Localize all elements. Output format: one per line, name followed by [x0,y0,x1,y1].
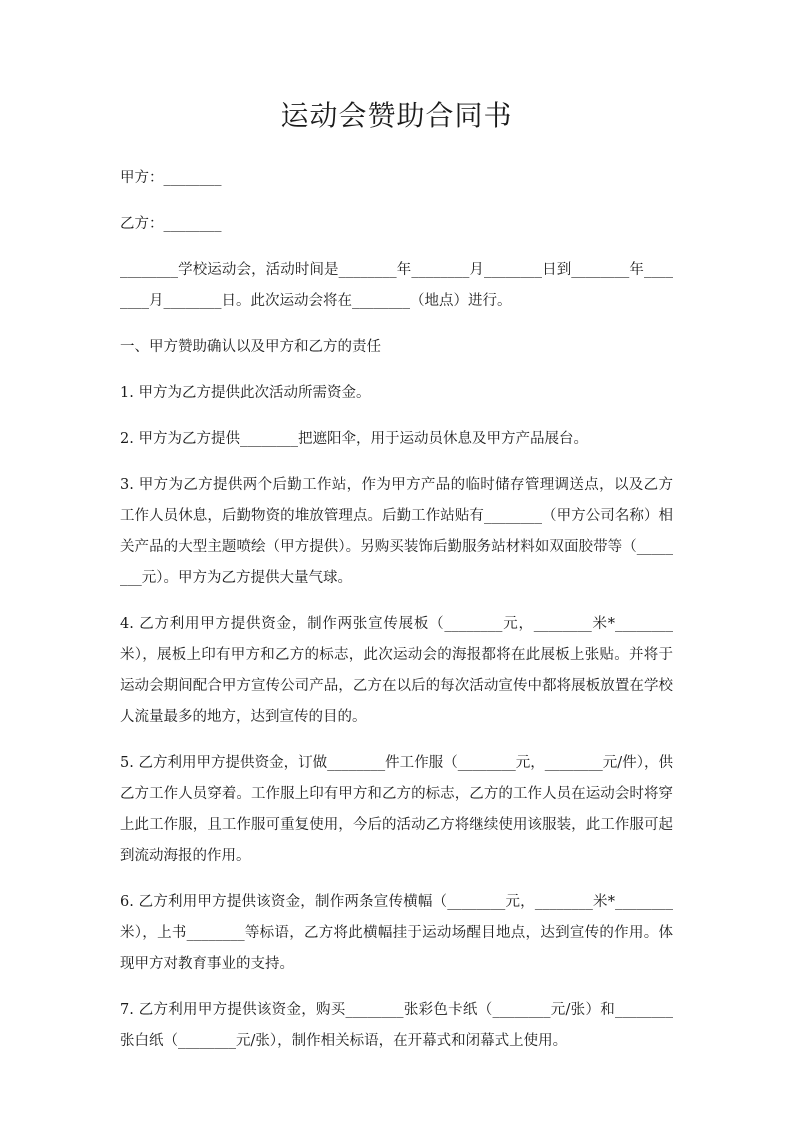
party-a-line: 甲方：________ [120,170,222,186]
clause-item-1: 1. 甲方为乙方提供此次活动所需资金。 [120,385,371,401]
clause-item-2: 2. 甲方为乙方提供________把遮阳伞，用于运动员休息及甲方产品展台。 [120,431,588,447]
party-b-line: 乙方：________ [120,216,222,232]
clause-item-7: 7. 乙方利用甲方提供该资金，购买________张彩色卡纸（________元/张）和________张白纸（________元/张），制作相关标语，在开幕式和闭幕式上使用。 [120,1002,673,1049]
clause-item-5: 5. 乙方利用甲方提供资金，订做________件工作服（________元，________元/件），供乙方工作人员穿着。工作服上印有甲方和乙方的标志，乙方的工作人员在运动会时将穿上此工作服，且工作服可重复使用，今后的活动乙方将继续使用该服装，此工作服可起到流动海报的作用。 [120,755,673,864]
document-title: 运动会赞助合同书 [280,99,513,132]
document-body [120,163,673,1072]
clause-item-4: 4. 乙方利用甲方提供资金，制作两张宣传展板（________元，________米*________米），展板上印有甲方和乙方的标志，此次运动会的海报都将在此展板上张贴。并将于运动会期间配合甲方宣传公司产品，乙方在以后的每次活动宣传中都将展板放置在学校人流量最多的地方，达到宣传的目的。 [120,616,673,725]
intro-paragraph: ________学校运动会，活动时间是________年________月________日到________年________月________日。此次运动会将在________（地点）进行。 [120,262,673,309]
clause-item-6: 6. 乙方利用甲方提供该资金，制作两条宣传横幅（________元，________米*________米），上书________等标语，乙方将此横幅挂于运动场醒目地点，达到宣传的作用。体现甲方对教育事业的支持。 [120,894,673,972]
section-heading: 一、甲方赞助确认以及甲方和乙方的责任 [120,339,381,355]
clause-item-3: 3. 甲方为乙方提供两个后勤工作站，作为甲方产品的临时储存管理调送点，以及乙方工作人员休息，后勤物资的堆放管理点。后勤工作站贴有________（甲方公司名称）相关产品的大型主题喷绘（甲方提供）。另购买装饰后勤服务站材料如双面胶带等（________元）。甲方为乙方提供大量气球。 [120,477,673,586]
